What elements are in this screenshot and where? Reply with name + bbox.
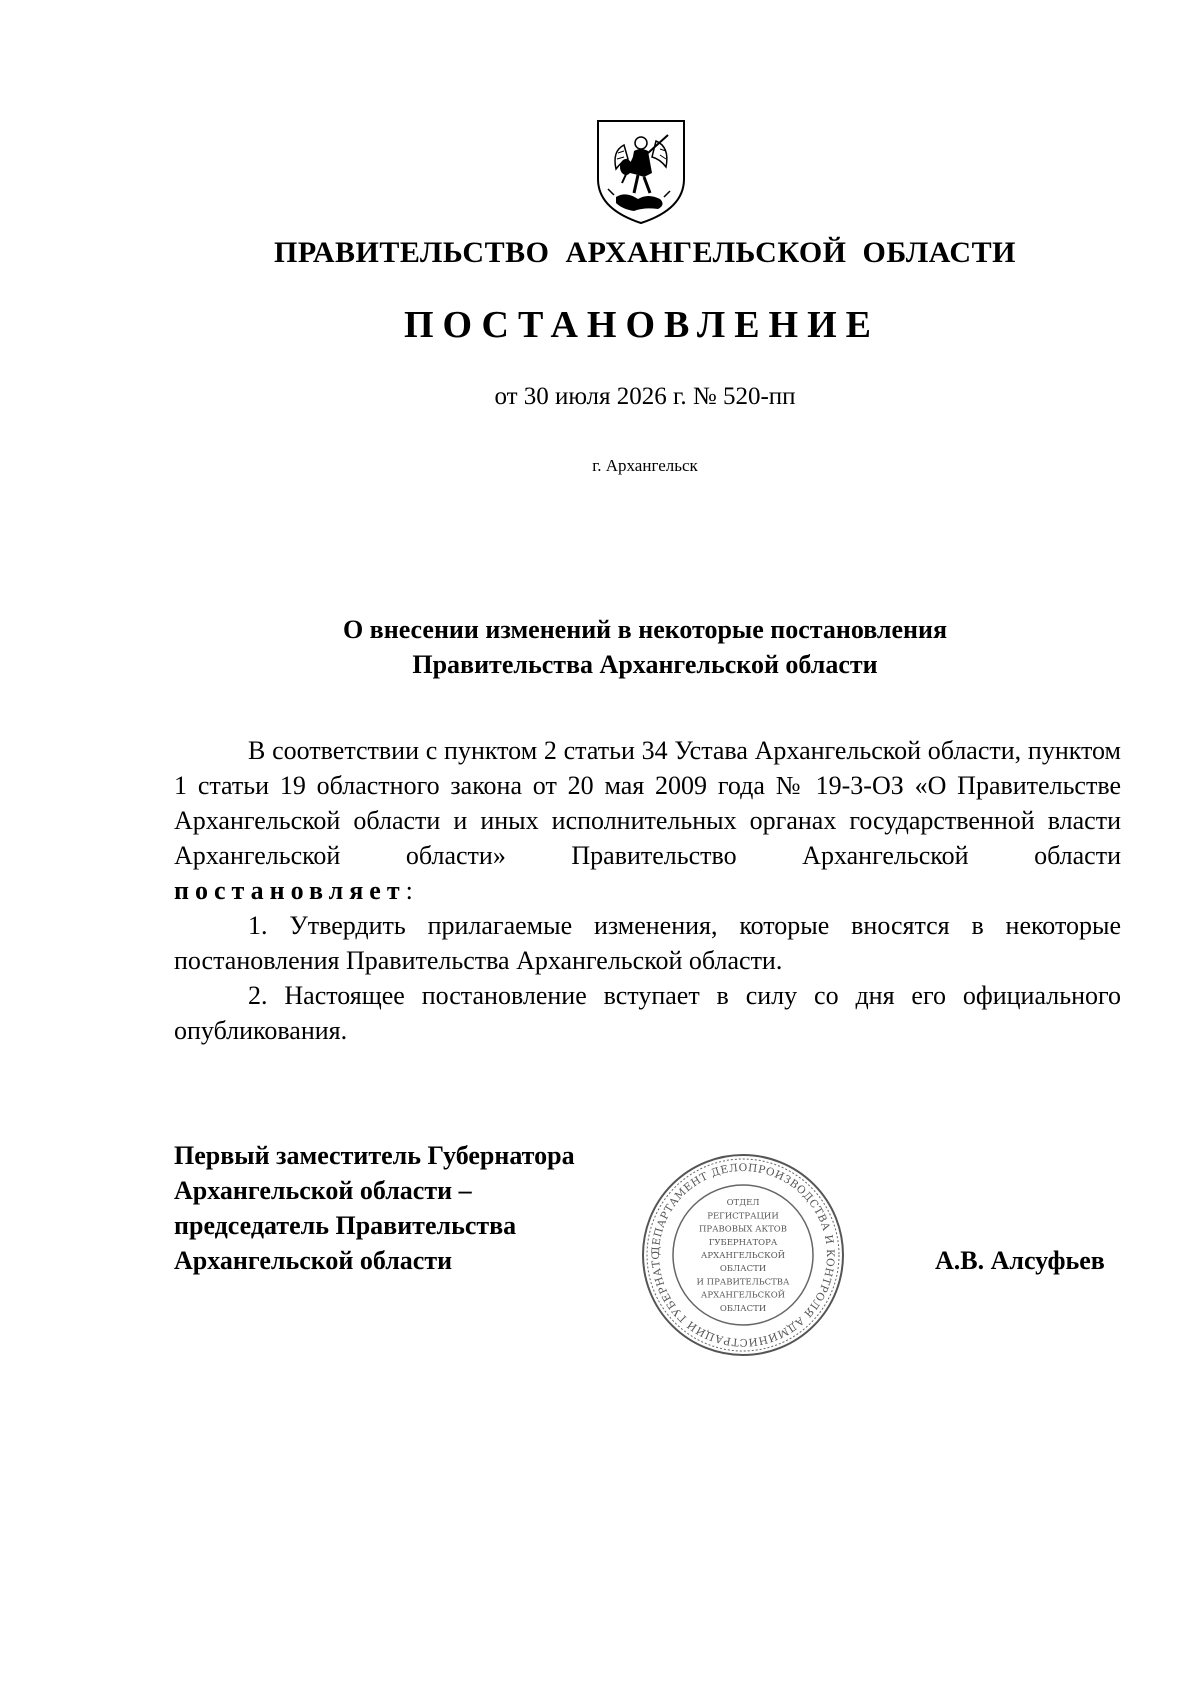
subject-line-1: О внесении изменений в некоторые постановления <box>342 615 948 644</box>
svg-text:ДЕПАРТАМЕНТ ДЕЛОПРОИЗВОДСТВА И <box>638 1150 836 1348</box>
seal-inner-line: АРХАНГЕЛЬСКОЙ <box>700 1251 786 1261</box>
document-date-number: от 30 июля 2026 г. № 520-пп <box>494 383 796 410</box>
seal-inner-line: ОТДЕЛ <box>726 1198 760 1209</box>
document-place: г. Архангельск <box>592 456 698 475</box>
decree-word: постановляет <box>174 876 406 905</box>
signer-name: А.В. Алсуфьев <box>935 1246 1105 1275</box>
signer-title-block <box>174 1138 575 1278</box>
preamble-text: В соответствии с пунктом 2 статьи 34 Устава Архангельской области, пунктом 1 статьи 19 областного закона от 20 мая 2009 года № 19-3-ОЗ «О Правительстве Архангельской области и иных исполнительных органах государственной власти Архангельской области» Правительство Архангельской области <box>174 736 1121 870</box>
seal-outer-text: ДЕПАРТАМЕНТ ДЕЛОПРОИЗВОДСТВА И КОНТРОЛЯ АДМИНИСТРАЦИИ ГУБЕРНАТО <box>649 1161 837 1349</box>
signer-title-line: Архангельской области <box>174 1246 453 1275</box>
decree-colon: : <box>405 876 413 905</box>
subject-line-2: Правительства Архангельской области <box>412 650 878 679</box>
document-subject <box>0 612 1200 682</box>
signer-title-line: Первый заместитель Губернатора <box>174 1141 575 1170</box>
document-body <box>174 733 1121 1048</box>
seal-inner-line: И ПРАВИТЕЛЬСТВА <box>696 1277 790 1288</box>
organization-title: ПРАВИТЕЛЬСТВО АРХАНГЕЛЬСКОЙ ОБЛАСТИ <box>274 236 1016 269</box>
seal-inner-line: ГУБЕРНАТОРА <box>708 1237 778 1248</box>
signer-title-line: председатель Правительства <box>174 1211 517 1240</box>
official-seal-stamp <box>638 1150 848 1360</box>
item-2-paragraph: 2. Настоящее постановление вступает в силу со дня его официального опубликования. <box>174 981 1121 1045</box>
seal-inner-line: РЕГИСТРАЦИИ <box>707 1211 779 1222</box>
document-type-heading: ПОСТАНОВЛЕНИЕ <box>403 304 881 346</box>
seal-inner-line: ОБЛАСТИ <box>719 1264 767 1275</box>
preamble-paragraph <box>174 733 1121 908</box>
seal-inner-line: ПРАВОВЫХ АКТОВ <box>698 1224 788 1235</box>
coat-of-arms-emblem <box>594 117 688 227</box>
seal-inner-line: ОБЛАСТИ <box>719 1303 767 1314</box>
signer-title-line: Архангельской области – <box>174 1176 472 1205</box>
item-1-paragraph: 1. Утвердить прилагаемые изменения, которые вносятся в некоторые постановления Правительства Архангельской области. <box>174 911 1121 975</box>
seal-inner-line: АРХАНГЕЛЬСКОЙ <box>700 1290 786 1301</box>
